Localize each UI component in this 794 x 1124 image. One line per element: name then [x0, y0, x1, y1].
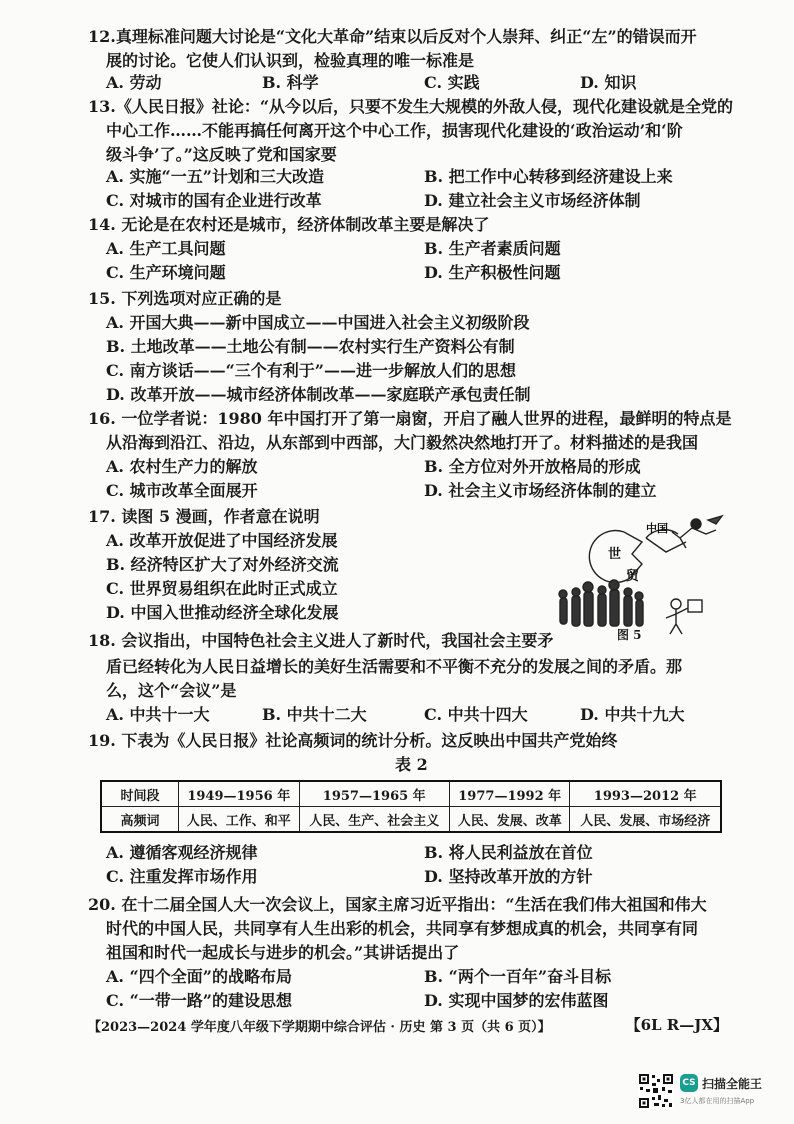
q16-option-d: D. 社会主义市场经济体制的建立	[424, 481, 657, 500]
table-cell: 1957—1965 年	[299, 781, 449, 807]
q15-option-a: A. 开国大典——新中国成立——中国进入社会主义初级阶段	[106, 313, 530, 332]
q20-option-c: C. “一带一路”的建设思想	[106, 991, 293, 1010]
table-row	[101, 781, 721, 807]
globe-label-china: 中国	[646, 522, 668, 535]
q20-option-a: A. “四个全面”的战略布局	[106, 967, 292, 986]
q14-stem: 14. 无论是在农村还是城市，经济体制改革主要是解决了	[88, 215, 490, 234]
q19-option-d: D. 坚持改革开放的方针	[424, 867, 593, 886]
q20-stem-line-2: 时代的中国人民，共同享有人生出彩的机会，共同享有梦想成真的机会，共同享有同	[106, 919, 699, 938]
q12-option-b: B. 科学	[262, 73, 319, 92]
q17-option-a: A. 改革开放促进了中国经济发展	[106, 531, 338, 550]
q15-option-d: D. 改革开放——城市经济体制改革——家庭联产承包责任制	[106, 385, 531, 404]
scanner-app-name: 扫描全能王	[702, 1077, 763, 1091]
q19-stem: 19. 下表为《人民日报》社论高频词的统计分析。这反映出中国共产党始终	[88, 731, 618, 750]
table-2-title: 表 2	[395, 755, 428, 774]
q20-stem-line-3: 祖国和时代一起成长与进步的机会。”其讲话提出了	[106, 943, 460, 962]
q13-stem-line-2: 中心工作……不能再搞任何离开这个中心工作，损害现代化建设的‘政治运动’和‘阶	[106, 121, 683, 140]
q15-option-c: C. 南方谈话——“三个有利于”——进一步解放人们的思想	[106, 361, 517, 380]
q19-option-b: B. 将人民利益放在首位	[424, 843, 593, 862]
q16-option-b: B. 全方位对外开放格局的形成	[424, 457, 641, 476]
q16-option-c: C. 城市改革全面展开	[106, 481, 258, 500]
q18-option-c: C. 中共十四大	[424, 705, 528, 724]
table-2	[100, 780, 722, 833]
q15-stem: 15. 下列选项对应正确的是	[88, 289, 282, 308]
table-cell: 人民、发展、市场经济	[570, 807, 721, 833]
footer-code: 【6L R—JX】	[625, 1016, 728, 1034]
q12-stem-line-2: 展的讨论。它使人们认识到，检验真理的唯一标准是	[106, 51, 475, 70]
q17-option-c: C. 世界贸易组织在此时正式成立	[106, 579, 338, 598]
q12-stem-line-1: 12.真理标准问题大讨论是“文化大革命”结束以后反对个人崇拜、纠正“左”的错误而开	[88, 27, 697, 46]
table-row	[101, 807, 721, 833]
globe-label-mao: 贸	[626, 569, 640, 584]
q20-option-d: D. 实现中国梦的宏伟蓝图	[424, 991, 609, 1010]
q17-option-b: B. 经济特区扩大了对外经济交流	[106, 555, 339, 574]
q13-stem-line-1: 13.《人民日报》社论：“从今以后，只要不发生大规模的外敌人侵，现代化建设就是全党的	[88, 97, 734, 116]
q14-option-c: C. 生产环境问题	[106, 263, 226, 282]
q17-option-d: D. 中国入世推动经济全球化发展	[106, 603, 339, 622]
scanner-app-tagline: 3亿人都在用的扫描App	[680, 1097, 755, 1105]
globe-label-shi: 世	[608, 547, 622, 562]
q12-option-c: C. 实践	[424, 73, 480, 92]
q14-option-a: A. 生产工具问题	[106, 239, 226, 258]
q13-stem-line-3: 级斗争’了。”这反映了党和国家要	[106, 145, 337, 164]
q13-option-c: C. 对城市的国有企业进行改革	[106, 191, 322, 210]
q13-option-a: A. 实施“一五”计划和三大改造	[106, 167, 324, 186]
q18-stem-line-2: 盾已经转化为人民日益增长的美好生活需要和不平衡不充分的发展之间的矛盾。那	[106, 657, 683, 676]
q18-option-b: B. 中共十二大	[262, 705, 367, 724]
q18-stem-line-3: 么，这个“会议”是	[106, 681, 237, 700]
cs-logo-icon: CS	[680, 1074, 698, 1092]
q13-option-b: B. 把工作中心转移到经济建设上来	[424, 167, 673, 186]
q14-option-b: B. 生产者素质问题	[424, 239, 561, 258]
q15-option-b: B. 土地改革——土地公有制——农村实行生产资料公有制	[106, 337, 515, 356]
q16-stem-line-1: 16. 一位学者说：1980 年中国打开了第一扇窗，开启了融人世界的进程，最鲜明的特点是	[88, 409, 732, 428]
table-cell: 1993—2012 年	[570, 781, 721, 807]
table-cell: 人民、工作、和平	[179, 807, 300, 833]
q12-option-a: A. 劳动	[106, 73, 162, 92]
q12-option-d: D. 知识	[580, 73, 637, 92]
table-cell: 时间段	[101, 781, 179, 807]
qr-code-icon	[638, 1073, 674, 1109]
q19-option-a: A. 遵循客观经济规律	[106, 843, 258, 862]
q20-stem-line-1: 20. 在十二届全国人大一次会议上，国家主席习近平指出：“生活在我们伟大祖国和伟大	[88, 895, 707, 914]
q16-stem-line-2: 从沿海到沿江、沿边，从东部到中西部，大门毅然决然地打开了。材料描述的是我国	[106, 433, 699, 452]
footer-left: 【2023—2024 学年度八年级下学期期中综合评估 · 历史 第 3 页（共 6 页）】	[88, 1020, 551, 1035]
figure-5-caption: 图 5	[617, 628, 642, 642]
table-cell: 高频词	[101, 807, 179, 833]
q14-option-d: D. 生产积极性问题	[424, 263, 561, 282]
table-cell: 1977—1992 年	[449, 781, 570, 807]
q18-option-d: D. 中共十九大	[580, 705, 685, 724]
q18-option-a: A. 中共十一大	[106, 705, 210, 724]
q18-stem-line-1: 18. 会议指出，中国特色社会主义进人了新时代，我国社会主要矛	[88, 631, 554, 650]
q13-option-d: D. 建立社会主义市场经济体制	[424, 191, 641, 210]
q20-option-b: B. “两个一百年”奋斗目标	[424, 967, 612, 986]
q16-option-a: A. 农村生产力的解放	[106, 457, 258, 476]
table-cell: 人民、生产、社会主义	[299, 807, 449, 833]
figure-5-cartoon	[546, 512, 736, 640]
table-cell: 人民、发展、改革	[449, 807, 570, 833]
table-cell: 1949—1956 年	[179, 781, 300, 807]
page-footer	[88, 1016, 728, 1035]
q19-option-c: C. 注重发挥市场作用	[106, 867, 258, 886]
q17-stem: 17. 读图 5 漫画，作者意在说明	[88, 507, 320, 526]
